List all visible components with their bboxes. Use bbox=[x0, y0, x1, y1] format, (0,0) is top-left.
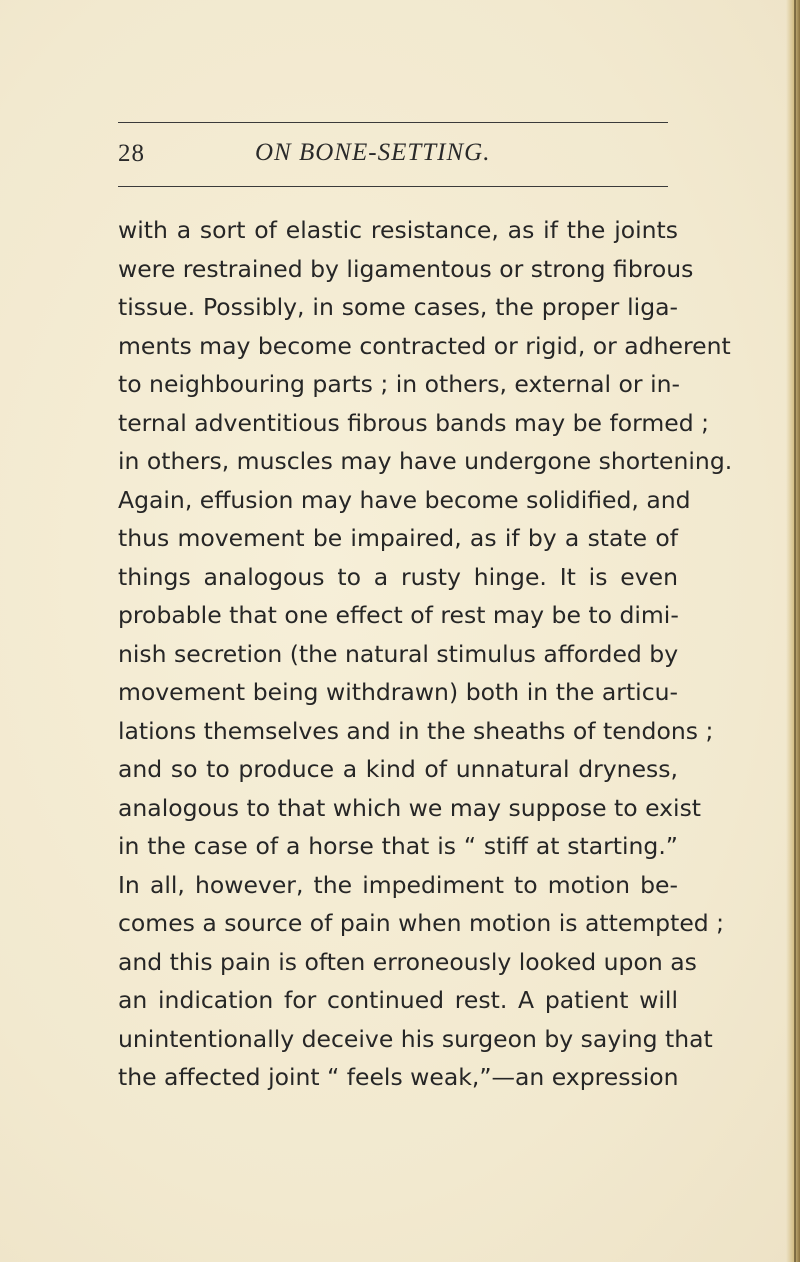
header-top-rule bbox=[118, 122, 668, 123]
text-line: Again, effusion may have become solidified, and bbox=[118, 485, 691, 514]
text-line: and so to produce a kind of unnatural dryness, bbox=[118, 755, 678, 783]
body-text bbox=[118, 211, 733, 1097]
text-line: to neighbouring parts ; in others, external or in- bbox=[118, 370, 680, 398]
header-bottom-rule bbox=[118, 186, 668, 187]
text-line: were restrained by ligamentous or strong fibrous bbox=[118, 254, 694, 283]
text-line: an indication for continued rest. A patient will bbox=[118, 986, 678, 1014]
text-line: comes a source of pain when motion is attempted ; bbox=[118, 909, 725, 937]
text-line: ments may become contracted or rigid, or adherent bbox=[118, 331, 731, 360]
text-line: unintentionally deceive his surgeon by saying that bbox=[118, 1024, 713, 1053]
page-number: 28 bbox=[118, 140, 145, 167]
text-line: with a sort of elastic resistance, as if the joints bbox=[118, 216, 678, 244]
text-line: in the case of a horse that is “ stiff at starting.” bbox=[118, 832, 678, 860]
text-line: nish secretion (the natural stimulus afforded by bbox=[118, 639, 679, 668]
page-edge-shadow bbox=[786, 0, 800, 1262]
text-line: probable that one effect of rest may be to dimi- bbox=[118, 601, 679, 629]
text-line: and this pain is often erroneously looked upon as bbox=[118, 947, 697, 976]
running-title: ON BONE-SETTING. bbox=[255, 139, 491, 166]
text-line: ternal adventitious fibrous bands may be formed ; bbox=[118, 408, 710, 437]
text-line: thus movement be impaired, as if by a state of bbox=[118, 524, 678, 552]
page-edge-line bbox=[794, 0, 796, 1262]
text-line: the affected joint “ feels weak,”—an expression bbox=[118, 1063, 679, 1091]
text-line: In all, however, the impediment to motion be- bbox=[118, 870, 678, 899]
text-line: lations themselves and in the sheaths of tendons ; bbox=[118, 716, 714, 745]
text-line: things analogous to a rusty hinge. It is even bbox=[118, 562, 678, 591]
text-line: analogous to that which we may suppose to exist bbox=[118, 793, 702, 822]
text-line: in others, muscles may have undergone shortening. bbox=[118, 447, 733, 475]
text-line: tissue. Possibly, in some cases, the proper liga- bbox=[118, 293, 678, 321]
text-line: movement being withdrawn) both in the articu- bbox=[118, 678, 678, 706]
